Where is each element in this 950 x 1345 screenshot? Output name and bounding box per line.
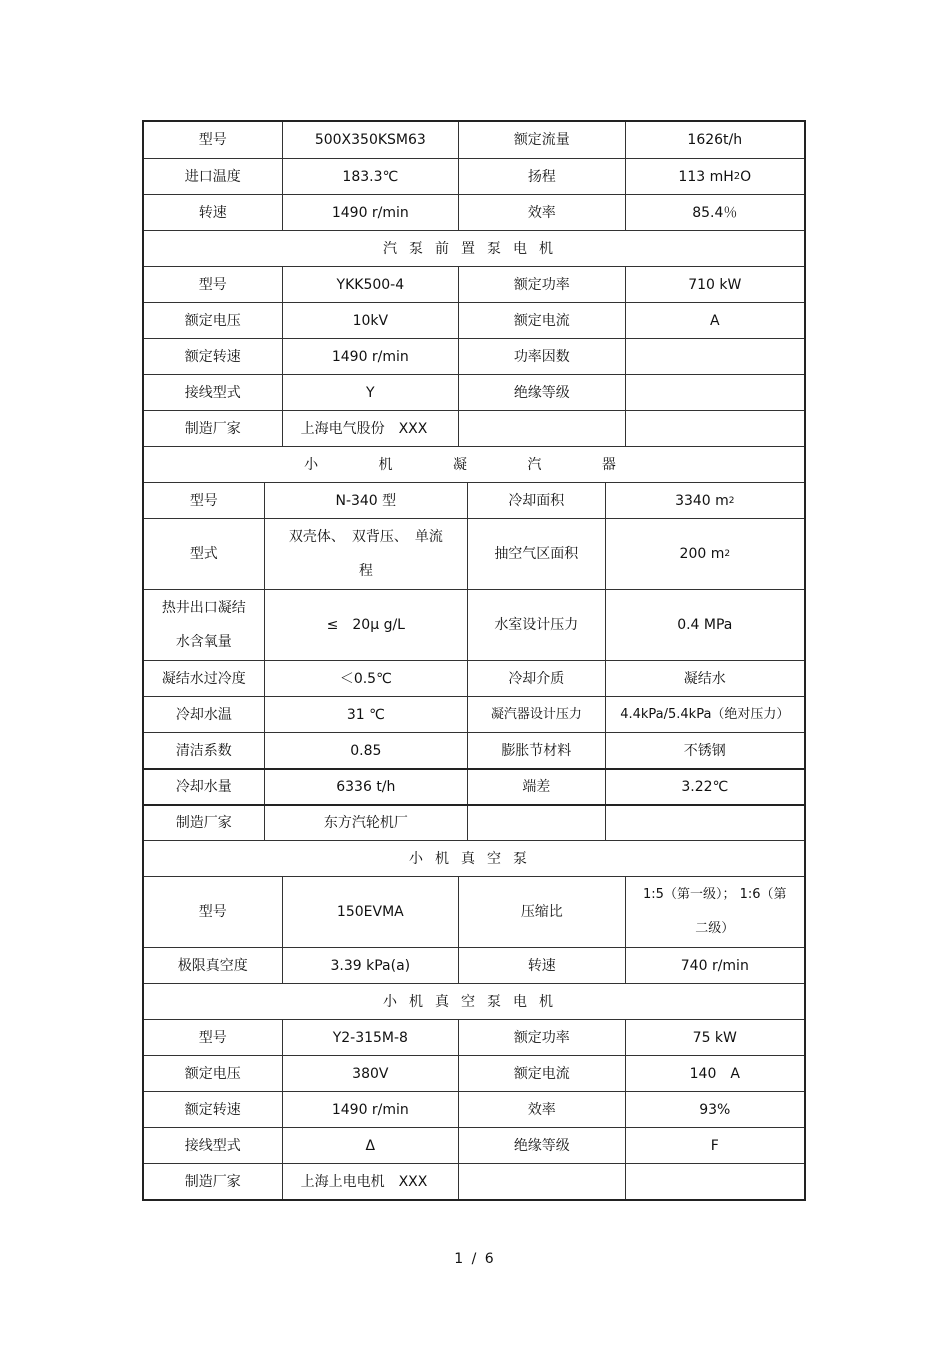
cooling-area-value: 3340 m <box>675 492 729 509</box>
label-cell: 水室设计压力 <box>467 590 605 660</box>
empty-cell <box>458 1164 624 1199</box>
label-line: 热井出口凝结 <box>161 600 246 616</box>
label-cell: 端差 <box>467 770 605 804</box>
head-tail: O <box>740 168 752 185</box>
table-row <box>144 660 804 696</box>
label-cell: 冷却面积 <box>467 483 605 518</box>
label-cell: 额定功率 <box>458 267 625 302</box>
value-cell: 凝结水 <box>605 661 804 696</box>
value-line: 二级） <box>695 921 735 936</box>
value-cell <box>625 159 804 194</box>
section-title-vacuum-pump: 小机真空泵 <box>409 850 539 867</box>
empty-cell <box>458 411 624 446</box>
label-cell: 抽空气区面积 <box>467 519 605 589</box>
value-cell: Y <box>282 375 458 410</box>
label-cell: 接线型式 <box>184 1137 241 1154</box>
value-cell: 380V <box>282 1056 458 1091</box>
value-line: 程 <box>358 563 373 579</box>
value-cell: 6336 t/h <box>264 770 467 804</box>
value-cell: 10kV <box>282 303 458 338</box>
label-cell: 清洁系数 <box>175 742 232 759</box>
table-row <box>144 804 804 840</box>
value-cell: 0.85 <box>264 733 467 768</box>
table-row <box>144 1091 804 1127</box>
head-value: 113 mH <box>678 168 734 185</box>
label-cell: 转速 <box>198 204 227 221</box>
section-title-condenser: 小 机 凝 汽 器 <box>304 456 644 473</box>
label-cell: 极限真空度 <box>177 957 248 974</box>
value-cell: 1626t/h <box>625 122 804 158</box>
page-number: 1 / 6 <box>454 1251 496 1267</box>
empty-cell <box>467 806 605 840</box>
label-cell: 型号 <box>198 276 227 293</box>
table-row <box>144 266 804 302</box>
section-header-row <box>144 446 804 482</box>
value-line: 1:5（第一级）； 1:6（第 <box>643 887 787 902</box>
label-cell: 额定功率 <box>458 1020 625 1055</box>
value-cell: 0.4 MPa <box>605 590 804 660</box>
section-title-vacuum-motor: 小机真空泵电机 <box>383 993 565 1010</box>
label-cell: 扬程 <box>458 159 625 194</box>
table-row <box>144 1163 804 1199</box>
table-row <box>144 194 804 230</box>
table-row <box>144 1055 804 1091</box>
label-cell: 额定转速 <box>184 348 241 365</box>
value-cell <box>605 519 804 589</box>
value-cell: 500X350KSM63 <box>282 122 458 158</box>
table-row <box>144 876 804 947</box>
value-cell: ≤ 20μ g/L <box>264 590 467 660</box>
table-row <box>144 158 804 194</box>
label-cell: 进口温度 <box>184 168 241 185</box>
label-cell: 型号 <box>198 1029 227 1046</box>
value-cell: 150EVMA <box>282 877 458 947</box>
value-cell: 不锈钢 <box>605 733 804 768</box>
table-row <box>144 374 804 410</box>
value-cell: 3.39 kPa(a) <box>282 948 458 983</box>
section-header-row <box>144 983 804 1019</box>
value-cell: F <box>625 1128 804 1163</box>
air-zone-area-value: 200 m <box>679 546 725 562</box>
value-cell: 740 r/min <box>625 948 804 983</box>
value-cell: 上海上电电机 XXX <box>282 1164 459 1199</box>
value-cell: A <box>625 303 804 338</box>
table-row <box>144 696 804 732</box>
empty-cell <box>625 411 804 446</box>
value-cell: N-340 型 <box>264 483 467 518</box>
superscript: 2 <box>724 549 731 559</box>
label-cell: 膨胀节材料 <box>467 733 605 768</box>
table-row <box>144 732 804 768</box>
value-cell: 93% <box>625 1092 804 1127</box>
value-cell: 东方汽轮机厂 <box>264 806 467 840</box>
table-row <box>144 122 804 158</box>
label-cell: 凝汽器设计压力 <box>467 697 605 732</box>
empty-cell <box>625 1164 804 1199</box>
label-cell: 冷却水量 <box>175 779 232 795</box>
label-line: 水含氧量 <box>175 634 232 650</box>
section-title-pump-motor: 汽泵前置泵电机 <box>383 240 565 257</box>
label-cell: 型号 <box>189 492 218 509</box>
label-cell: 绝缘等级 <box>458 1128 625 1163</box>
label-cell: 额定电流 <box>458 303 625 338</box>
value-cell: 上海电气股份 XXX <box>282 411 459 446</box>
label-cell: 压缩比 <box>458 877 625 947</box>
value-cell <box>625 877 804 947</box>
label-cell: 凝结水过冷度 <box>161 670 246 687</box>
value-cell: 183.3℃ <box>282 159 458 194</box>
label-cell: 绝缘等级 <box>458 375 625 410</box>
label-cell: 功率因数 <box>458 339 625 374</box>
table-row <box>144 768 804 804</box>
label-cell: 额定电压 <box>184 1065 241 1082</box>
value-cell: ＜0.5℃ <box>264 661 467 696</box>
label-cell: 型式 <box>189 546 218 562</box>
value-cell: 85.4％ <box>625 195 804 230</box>
section-header-row <box>144 840 804 876</box>
value-cell: 1490 r/min <box>282 339 458 374</box>
value-cell: Δ <box>282 1128 458 1163</box>
label-cell: 额定流量 <box>458 122 625 158</box>
value-cell: 3.22℃ <box>605 770 804 804</box>
head-subscript: 2 <box>733 170 741 182</box>
table-row <box>144 947 804 983</box>
value-cell <box>605 483 804 518</box>
label-cell: 制造厂家 <box>184 1173 241 1190</box>
superscript: 2 <box>728 495 735 506</box>
table-row <box>144 1019 804 1055</box>
value-cell: Y2-315M-8 <box>282 1020 458 1055</box>
label-cell: 冷却介质 <box>467 661 605 696</box>
label-cell: 接线型式 <box>184 384 241 401</box>
value-cell <box>625 339 804 374</box>
spec-table <box>142 120 806 1201</box>
section-header-row <box>144 230 804 266</box>
table-row <box>144 589 804 660</box>
value-cell: 140 A <box>625 1056 804 1091</box>
label-cell: 效率 <box>458 1092 625 1127</box>
label-cell: 制造厂家 <box>184 420 241 437</box>
label-cell: 转速 <box>458 948 625 983</box>
value-cell: 75 kW <box>625 1020 804 1055</box>
label-cell: 型号 <box>198 132 227 148</box>
value-cell: 1490 r/min <box>282 1092 458 1127</box>
label-cell <box>144 590 264 660</box>
table-row <box>144 338 804 374</box>
label-cell: 制造厂家 <box>175 815 232 831</box>
value-cell: 31 ℃ <box>264 697 467 732</box>
label-cell: 效率 <box>458 195 625 230</box>
table-row <box>144 482 804 518</box>
label-cell: 额定转速 <box>184 1101 241 1118</box>
value-line: 双壳体、 双背压、 单流 <box>288 529 443 545</box>
label-cell: 额定电流 <box>458 1056 625 1091</box>
value-cell <box>264 519 467 589</box>
table-row <box>144 518 804 589</box>
value-cell: YKK500-4 <box>282 267 458 302</box>
table-row <box>144 410 804 446</box>
value-cell: 4.4kPa/5.4kPa（绝对压力） <box>605 697 804 732</box>
label-cell: 冷却水温 <box>175 706 232 723</box>
label-cell: 型号 <box>198 904 227 920</box>
label-cell: 额定电压 <box>184 312 241 329</box>
value-cell: 710 kW <box>625 267 804 302</box>
empty-cell <box>605 806 804 840</box>
value-cell <box>625 375 804 410</box>
table-row <box>144 302 804 338</box>
value-cell: 1490 r/min <box>282 195 458 230</box>
table-row <box>144 1127 804 1163</box>
